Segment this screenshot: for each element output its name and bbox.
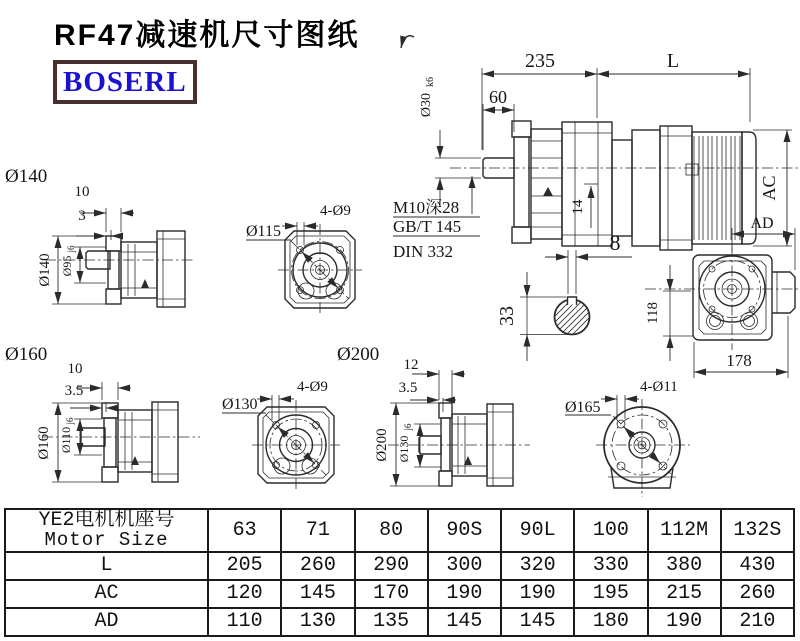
row-label-cell: AD <box>5 608 208 636</box>
dim-value-cell: 180 <box>574 608 647 636</box>
flange160-spigot-tol: j6 <box>65 417 75 425</box>
dim-value-cell: 330 <box>574 552 647 580</box>
dim-value-cell: 210 <box>721 608 794 636</box>
motor-size-header-en: Motor Size <box>44 529 169 551</box>
flange160-dim-10: 10 <box>67 361 83 377</box>
flange140-dia: Ø140 <box>37 253 53 287</box>
dim-value-cell: 380 <box>648 552 721 580</box>
dim-value-cell: 110 <box>208 608 281 636</box>
flange165-holes: 4-Ø11 <box>640 379 678 395</box>
flange140-dim-10: 10 <box>74 184 90 200</box>
dim-value-cell: 145 <box>428 608 501 636</box>
motor-size-cell: 90S <box>428 509 501 552</box>
row-label-cell: L <box>5 552 208 580</box>
flange115-front-view <box>246 203 362 315</box>
dim-value-cell: 300 <box>428 552 501 580</box>
flange160-dim-35: 3.5 <box>64 383 84 399</box>
dim-value-cell: 145 <box>501 608 574 636</box>
dim-AC: AC <box>759 175 779 201</box>
dim-value-cell: 145 <box>281 580 354 608</box>
dim-8: 8 <box>609 230 621 255</box>
flange140-spigot-dia: Ø95 <box>60 255 74 277</box>
dim-value-cell: 190 <box>428 580 501 608</box>
dim-value-cell: 320 <box>501 552 574 580</box>
dim-value-cell: 260 <box>281 552 354 580</box>
dim-value-cell: 130 <box>281 608 354 636</box>
dim-value-cell: 135 <box>355 608 428 636</box>
flange200-dim-35: 3.5 <box>398 380 418 396</box>
table-row-AD <box>5 608 794 636</box>
dim-value-cell: 190 <box>648 608 721 636</box>
boserl-logo-text: BOSERL <box>63 65 187 98</box>
dimension-table <box>4 508 795 637</box>
motor-size-cell: 80 <box>355 509 428 552</box>
motor-size-cell: 112M <box>648 509 721 552</box>
page-title: RF47减速机尺寸图纸 <box>54 19 360 52</box>
dim-value-cell: 260 <box>721 580 794 608</box>
curved-arrow-mark <box>401 36 414 48</box>
shaft-keyway-section <box>496 230 632 361</box>
dim-shaft-dia: Ø30 <box>419 92 434 118</box>
dim-118: 118 <box>645 302 661 324</box>
dim-value-cell: 290 <box>355 552 428 580</box>
flange130-bolt-circle: Ø130 <box>222 396 258 413</box>
dim-value-cell: 215 <box>648 580 721 608</box>
dim-60: 60 <box>489 87 507 107</box>
flange140-spigot-tol: j6 <box>66 245 76 253</box>
std-note-1: GB/T 145 <box>393 217 462 236</box>
row-label-cell: AC <box>5 580 208 608</box>
dim-shaft-dia-tol: k6 <box>425 77 436 87</box>
dim-value-cell: 205 <box>208 552 281 580</box>
motor-size-cell: 132S <box>721 509 794 552</box>
flange130-front-view <box>222 379 340 491</box>
table-header-row <box>5 509 794 552</box>
motor-size-header-cell <box>5 509 208 552</box>
std-note-2: DIN 332 <box>393 242 453 261</box>
dim-14: 14 <box>570 199 586 215</box>
flange200-dim-12: 12 <box>403 357 419 373</box>
flange160-side-view <box>5 344 200 482</box>
flange160-label: Ø160 <box>5 344 48 365</box>
flange200-dia: Ø200 <box>374 428 390 462</box>
motor-size-cell: 90L <box>501 509 574 552</box>
dim-AD: AD <box>750 215 774 232</box>
flange200-side-view <box>337 344 530 486</box>
main-side-view <box>393 36 798 261</box>
flange160-dia: Ø160 <box>36 426 52 460</box>
motor-front-bell <box>660 126 692 250</box>
motor-fins <box>694 136 740 240</box>
thread-note-block <box>393 176 480 261</box>
dim-value-cell: 430 <box>721 552 794 580</box>
dim-value-cell: 195 <box>574 580 647 608</box>
motor-size-cell: 63 <box>208 509 281 552</box>
table-row-L <box>5 552 794 580</box>
motor-size-cell: 100 <box>574 509 647 552</box>
dim-L: L <box>666 50 680 72</box>
dim-33: 33 <box>496 306 518 326</box>
table-row-AC <box>5 580 794 608</box>
flange160-spigot-dia: Ø110 <box>59 426 73 454</box>
flange165-bolt-circle: Ø165 <box>565 399 601 416</box>
gearbox-front-housing <box>531 129 562 239</box>
dim-value-cell: 170 <box>355 580 428 608</box>
dim-value-cell: 120 <box>208 580 281 608</box>
flange140-dim-3: 3 <box>78 208 86 224</box>
terminal-box <box>772 272 795 313</box>
dim-178: 178 <box>726 351 752 370</box>
flange200-spigot-dia: Ø130 <box>397 435 411 463</box>
flange130-holes: 4-Ø9 <box>297 379 328 395</box>
motor-size-header-cn: YE2电机机座号 <box>38 509 175 532</box>
flange140-side-view <box>5 166 195 307</box>
flange165-front-view <box>565 379 690 497</box>
flange140-label: Ø140 <box>5 166 48 187</box>
dim-235: 235 <box>525 50 555 72</box>
thread-note: M10深28 <box>393 198 460 217</box>
motor-size-cell: 71 <box>281 509 354 552</box>
flange115-bolt-circle: Ø115 <box>246 223 281 240</box>
flange200-label: Ø200 <box>337 344 380 365</box>
flange115-holes: 4-Ø9 <box>320 203 351 219</box>
flange200-spigot-tol: j6 <box>403 423 413 431</box>
dim-value-cell: 190 <box>501 580 574 608</box>
